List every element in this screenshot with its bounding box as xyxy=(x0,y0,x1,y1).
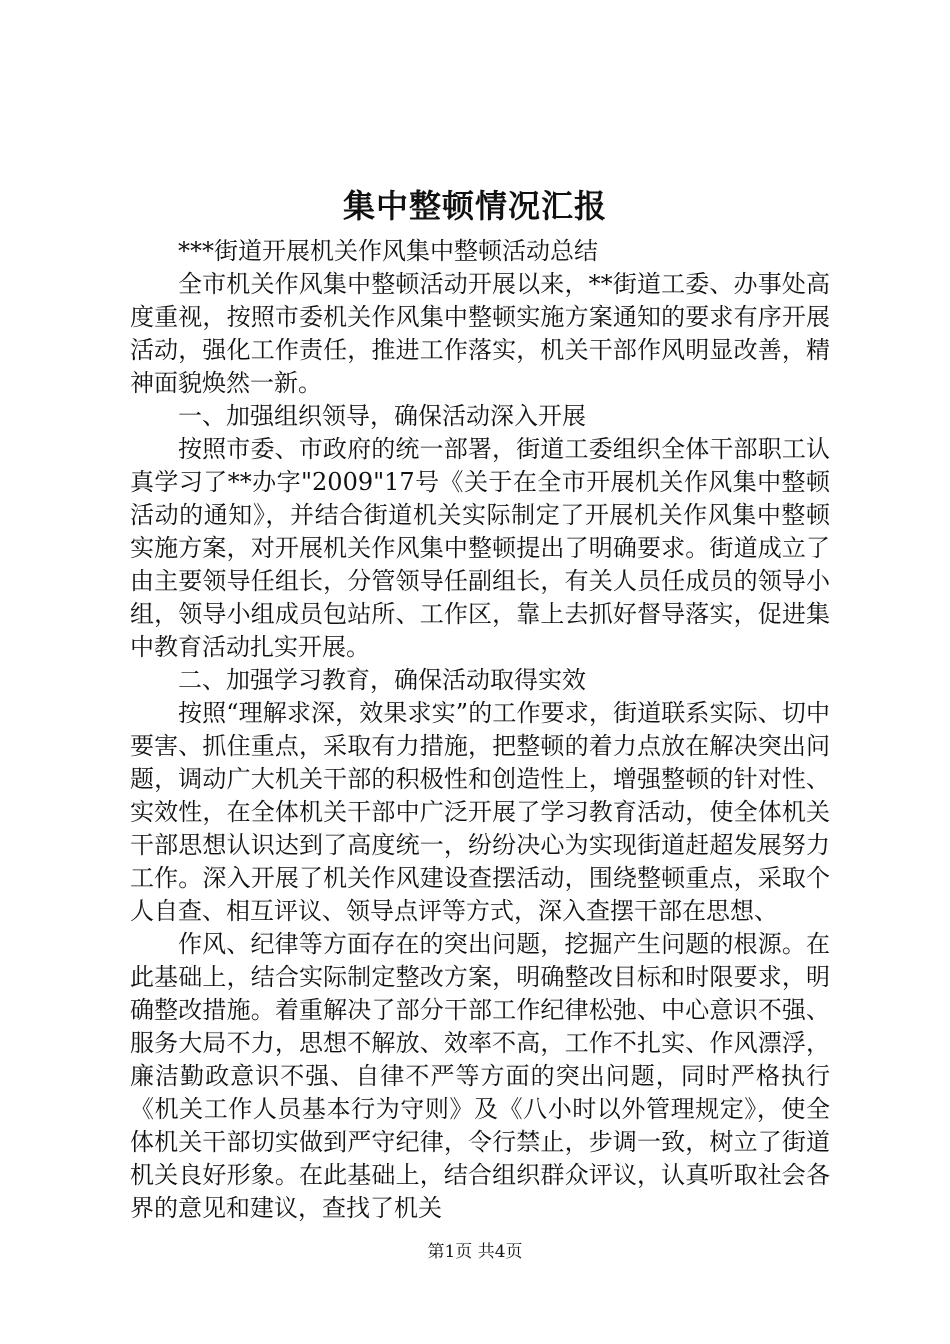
paragraph-section-2: 按照“理解求深，效果求实”的工作要求，街道联系实际、切中要害、抓住重点，采取有力措施，把整顿的着力点放在解决突出问题，调动广大机关干部的积极性和创造性上，增强整顿的针对性、实效性，在全体机关干部中广泛开展了学习教育活动，使全体机关干部思想认识达到了高度统一，纷纷决心为实现街道赶超发展努力工作。深入开展了机关作风建设查摆活动，围绕整顿重点，采取个人自查、相互评议、领导点评等方式，深入查摆干部在思想、 xyxy=(130,699,830,925)
paragraph-intro: 全市机关作风集中整顿活动开展以来，**街道工委、办事处高度重视，按照市委机关作风集中整顿实施方案通知的要求有序开展活动，强化工作责任，推进工作落实，机关干部作风明显改善，精神面貌焕然一新。 xyxy=(130,270,830,397)
paragraph-subtitle: ***街道开展机关作风集中整顿活动总结 xyxy=(178,237,598,265)
document-title: 集中整顿情况汇报 xyxy=(342,187,607,225)
page-number-footer: 第1页 共4页 xyxy=(427,1242,523,1262)
section-heading-2: 二、加强学习教育，确保活动取得实效 xyxy=(178,666,586,694)
section-heading-1: 一、加强组织领导，确保活动深入开展 xyxy=(178,402,586,430)
paragraph-section-2-continued: 作风、纪律等方面存在的突出问题，挖掘产生问题的根源。在此基础上，结合实际制定整改方案，明确整改目标和时限要求，明确整改措施。着重解决了部分干部工作纪律松弛、中心意识不强、服务大局不力，思想不解放、效率不高，工作不扎实、作风漂浮，廉洁勤政意识不强、自律不严等方面的突出问题，同时严格执行《机关工作人员基本行为守则》及《八小时以外管理规定》，使全体机关干部切实做到严守纪律，令行禁止，步调一致，树立了街道机关良好形象。在此基础上，结合组织群众评议，认真听取社会各界的意见和建议，查找了机关 xyxy=(130,930,830,1222)
document-body xyxy=(130,235,830,1225)
paragraph-section-1: 按照市委、市政府的统一部署，街道工委组织全体干部职工认真学习了**办字"2009"17号《关于在全市开展机关作风集中整顿活动的通知》，并结合街道机关实际制定了开展机关作风集中整顿实施方案，对开展机关作风集中整顿提出了明确要求。街道成立了由主要领导任组长，分管领导任副组长，有关人员任成员的领导小组，领导小组成员包站所、工作区，靠上去抓好督导落实，促进集中教育活动扎实开展。 xyxy=(130,435,830,661)
